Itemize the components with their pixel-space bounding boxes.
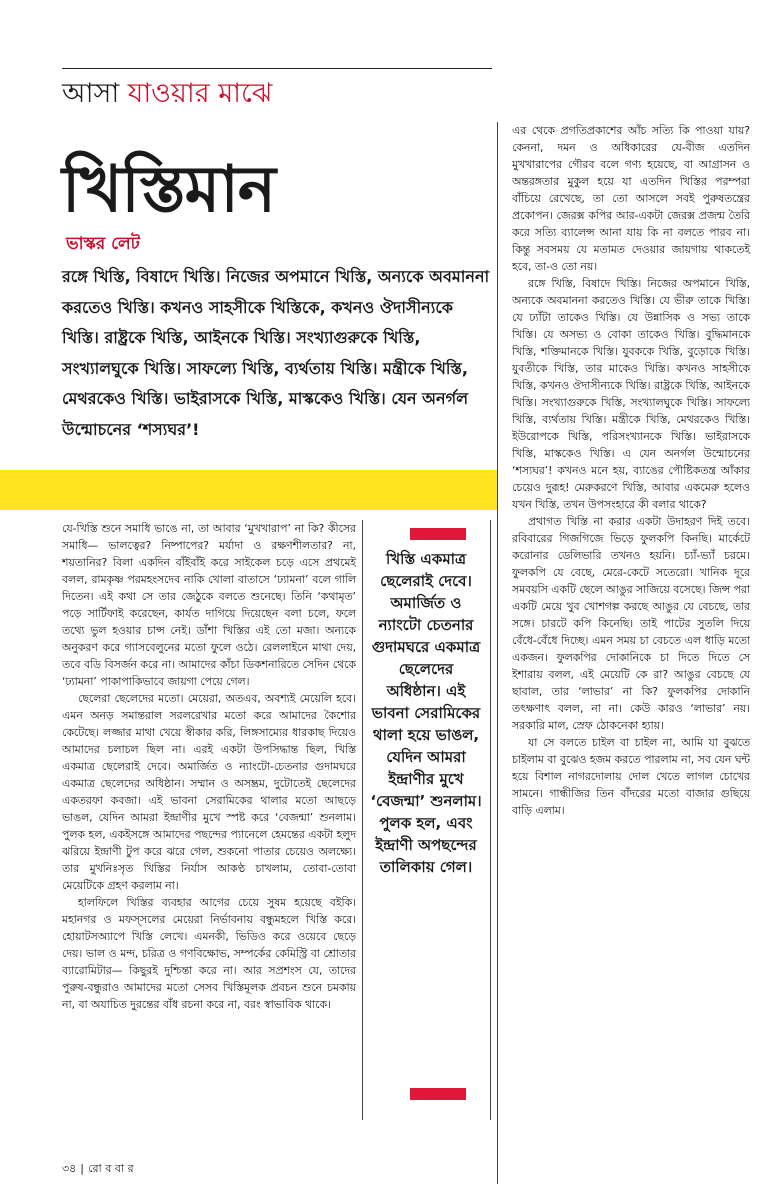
- pull-quote-left-rule: [362, 520, 363, 1120]
- pull-quote-right-rule: [490, 520, 491, 1120]
- body-paragraph: যে-খিস্তি শুনে সমাধি ভাঙে না, তা আবার ‘মুখখারাপ’ না কি? কীসের সমাধি— ভালত্বের? নিষ্পাপের? মর্যাদা ও রক্ষণশীলতার? না, শয়তানির? বিলা একদিন বাঁইবাঁই করে সাইকেল চড়ে এসে প্রথমেই বলল, রামকৃষ্ণ পরমহংসদেব নাকি খোলা বাতাসে ‘ঢ্যামনা’ বলে গালি দিতেন। এই কথা সে তার জেঠুকে বলতে শুনেছে। তিনি ‘কথামৃত’ পড়ে সার্টিফাই করেছেন, কার্যত দাগিয়ে দিয়েছেন বলা চলে, ফলে তথ্যে ভুল হওয়ার চান্স নেই। ডাঁশা খিস্তির এই তো মজা। অন্যকে অনুকরণ করে গ্যাসবেলুনের মতো ফুলে ওঠে। রেললাইনে মাথা দেয়, তবে বডি বিসর্জন করে না। আমাদের কাঁচা ডিকশনারিতে সেদিন থেকে ‘ঢ্যামনা’ পাকাপাকিভাবে জায়গা পেয়ে গেল।: [62, 522, 356, 688]
- footer-separator: |: [80, 1162, 85, 1175]
- pull-quote-bottom-bar: [410, 1088, 466, 1100]
- column-rule: [497, 122, 498, 1184]
- body-paragraph: হালফিলে খিস্তির ব্যবহার আগের চেয়ে সুষম হয়েছে বইকি। মহানগর ও মফস্সলের মেয়েরা নির্ভাবনায় বন্ধুমহলে খিস্তি করে। হোয়াটসঅ্যাপে খিস্তি লেখে। এমনকী, ভিডিও করে ওয়েবে ছেড়ে দেয়। ভাল ও মন্দ, চরিত্র ও গণবিক্ষোভ, সম্পর্কের কেমিস্ট্রি বা শ্রোতার ব্যারোমিটার— কিছুরই দুশ্চিন্তা করে না। আর সপ্রশংস যে, তাদের পুরুষ-বন্ধুরাও আমাদের মতো সেসব খিস্তিমূলক প্রবচন শুনে চমকায় না, বা অযাচিত দুরন্তের বাঁধ রচনা করে না, বরং স্বাভাবিক থাকে।: [62, 896, 356, 1011]
- header-rule: [62, 68, 492, 69]
- article-headline: খিস্তিমান: [62, 152, 275, 227]
- body-paragraph: রঙ্গে খিস্তি, বিষাদে খিস্তি। নিজের অপমানে খিস্তি, অন্যকে অবমাননা করতেও খিস্তি। যে ভীরু তাকে খিস্তি। যে ঢ্যাঁটা তাকেও খিস্তি। যে উন্নাসিক ও সভ্য তাকে খিস্তি। যে অসভ্য ও বোকা তাকেও খিস্তি। বুদ্ধিমানকে খিস্তি, শক্তিমানকে খিস্তি। যুবককে খিস্তি, বুড়োকে খিস্তি। যুবতীকে খিস্তি, তার মাকেও খিস্তি। কখনও সাহসীকে খিস্তি, কখনও ঔদাসীন্যকে খিস্তি। রাষ্ট্রকে খিস্তি, আইনকে খিস্তি। সংখ্যাগুরুকে খিস্তি, সংখ্যালঘুকে খিস্তি। সাফল্যে খিস্তি, ব্যর্থতায় খিস্তি। মন্ত্রীকে খিস্তি, মেথরকেও খিস্তি। ইউরোপকে খিস্তি, পরিসংখ্যানকে খিস্তি। ভাইরাসকে খিস্তি, মাস্ককেও খিস্তি। এ যেন অনর্গল উন্মোচনের ‘শস্যঘর’! কখনও মনে হয়, ব্যাঙের পৌষ্টিকতন্ত্র আঁকার চেয়েও দুরূহ! মেরুকরণে খিস্তি, আবার একমেরু হলেও যখন খিস্তি, তখন উপসংহারে কী বলার থাকে?: [512, 277, 750, 511]
- body-paragraph: প্রথাগত খিস্তি না করার একটা উদাহরণ দিই তবে। রবিবারের গিজগিজে ভিড়ে ফুলকপি কিনছি। মার্কেটে করোনার ডেলিভারি তখনও হয়নি। চ্যাঁ-ভ্যাঁ চরমে। ফুলকপি যে বেছে, মেরে-কেটে সতেরো। খানিক দূরে সমবয়সি একটি ছেলে আঙুর সাজিয়ে বসেছে। জিন্স পরা একটি মেয়ে খুব খোশগল্প করছে আঙুর যে বেচছে, তার সঙ্গে। চারটে কপি কিনেছি। তাই পাটের সুতলি দিয়ে বেঁধে-বেঁধে দিচ্ছে। এমন সময় চা বেচতে এল ধাড়ি মতো একজন। ফুলকপির দোকানিকে চা দিতে দিতে সে ইশারায় বলল, এই মেয়েটি কে রা? আঙুর বেচছে যে ছাবাল, তার ‘লাভার’ না কি? ফুলকপির দোকানি তৎক্ষণাৎ বলল, না না। কেউ কারও ‘লাভার’ নয়। সরকারি মাল, স্রেফ ঠোকনেকা হ্যায়।: [512, 515, 750, 732]
- yellow-band: [0, 470, 497, 510]
- series-title-part1: আসা: [62, 78, 120, 109]
- series-title: [62, 76, 272, 112]
- pull-quote-top-bar: [410, 528, 466, 540]
- body-column-left: [62, 520, 356, 1013]
- body-column-right: [512, 122, 750, 819]
- author-byline: ভাস্কর লেট: [66, 234, 140, 254]
- body-paragraph: ছেলেরা ছেলেদের মতো। মেয়েরা, অতএব, অবশ্যই মেয়েলি হবে। এমন অনড় সমান্তরাল সরলরেখার মতো করে আমাদের কৈশোর কেটেছে। লজ্জার মাথা খেয়ে স্বীকার করি, লিঙ্গসাম্যের ধারকাছ দিয়েও আমাদের চলাচল ছিল না। এরই একটা উপসিদ্ধান্ত ছিল, খিস্তি একমাত্র ছেলেরাই দেবে। অমার্জিত ও ন্যাংটো-চেতনার গুদামঘরে একমাত্র ছেলেদের অধিষ্ঠান। সম্মান ও অসম্ভ্রম, দুটোতেই ছেলেদের একতরফা কবজা। এই ভাবনা সেরামিকের থালার মতো আছড়ে ভাঙল, যেদিন আমরা ইন্দ্রাণীর মুখে স্পষ্ট করে ‘বেজন্মা’ শুনলাম। পুলক হল, একইসঙ্গে আমাদের পছন্দের প্যানেলে হেমন্তের একটা হলুদ ঝরিয়ে ইন্দ্রাণী টুপ করে ঝরে গেল, শুকনো পাতার চেয়েও অলক্ষ্যে। তার মুখনিঃসৃত খিস্তির নির্যাস আকণ্ঠ চাখলাম, তোবা-তোবা মেয়েটিকে গ্রহণ করলাম না।: [62, 692, 356, 892]
- body-paragraph: এর থেকে প্রগতিপ্রকাশের আঁচ সত্যি কি পাওয়া যায়? কেননা, দমন ও অধিকারের যে-বীজ এতদিন মুখখারাপের গৌরব বলে গণ্য হয়েছে, বা আগ্রাসন ও অন্তরঙ্গতার মুকুল হয়ে যা এতদিন খিস্তির পরম্পরা বাঁচিয়ে রেখেছে, তা তো আসলে সবই পুরুষতন্ত্রের প্রকোপন। জেরক্স কপির আর-একটা জেরক্স প্রজন্ম তৈরি করে সত্যি ব্যালেন্স আনা যায় কি না বলতে পারব না। কিন্তু সবসময় যে মতামত দেওয়ার জায়গায় থাকতেই হবে, তা-ও তো নয়।: [512, 124, 750, 273]
- series-title-part2: যাওয়ার মাঝে: [127, 78, 273, 109]
- lead-paragraph: রঙ্গে খিস্তি, বিষাদে খিস্তি। নিজের অপমানে খিস্তি, অন্যকে অবমাননা করতেও খিস্তি। কখনও সাহসীকে খিস্তিকে, কখনও ঔদাসীন্যকে খিস্তি। রাষ্ট্রকে খিস্তি, আইনকে খিস্তি। সংখ্যাগুরুকে খিস্তি, সংখ্যালঘুকে খিস্তি। সাফল্যে খিস্তি, ব্যর্থতায় খিস্তি। মন্ত্রীকে খিস্তি, মেথরকেও খিস্তি। ভাইরাসকে খিস্তি, মাস্ককেও খিস্তি। যেন অনর্গল উন্মোচনের ‘শস্যঘর’!: [62, 267, 490, 439]
- body-paragraph: যা সে বলতে চাইল বা চাইল না, আমি যা বুঝতে চাইলাম বা বুঝেও হজম করতে পারলাম না, সব যেন ঘন্ট হয়ে বিশাল নাগরদোলায় দোল খেতে লাগল চোখের সামনে। গান্ধীজির তিন বাঁদরের মতো বাজার গুছিয়ে বাড়ি এলাম।: [512, 736, 750, 817]
- magazine-name: রো ব বা র: [88, 1162, 134, 1175]
- pull-quote: খিস্তি একমাত্র ছেলেরাই দেবে। অমার্জিত ও ন্যাংটো চেতনার গুদামঘরে একমাত্র ছেলেদের অধিষ্ঠান। এই ভাবনা সেরামিকের থালা হয়ে ভাঙল, যেদিন আমরা ইন্দ্রাণীর মুখে ‘বেজন্মা’ শুনলাম। পুলক হল, এবং ইন্দ্রাণী অপছন্দের তালিকায় গেল।: [370, 550, 482, 876]
- page-number: ৩৪: [62, 1162, 77, 1175]
- page-footer: [62, 1161, 134, 1177]
